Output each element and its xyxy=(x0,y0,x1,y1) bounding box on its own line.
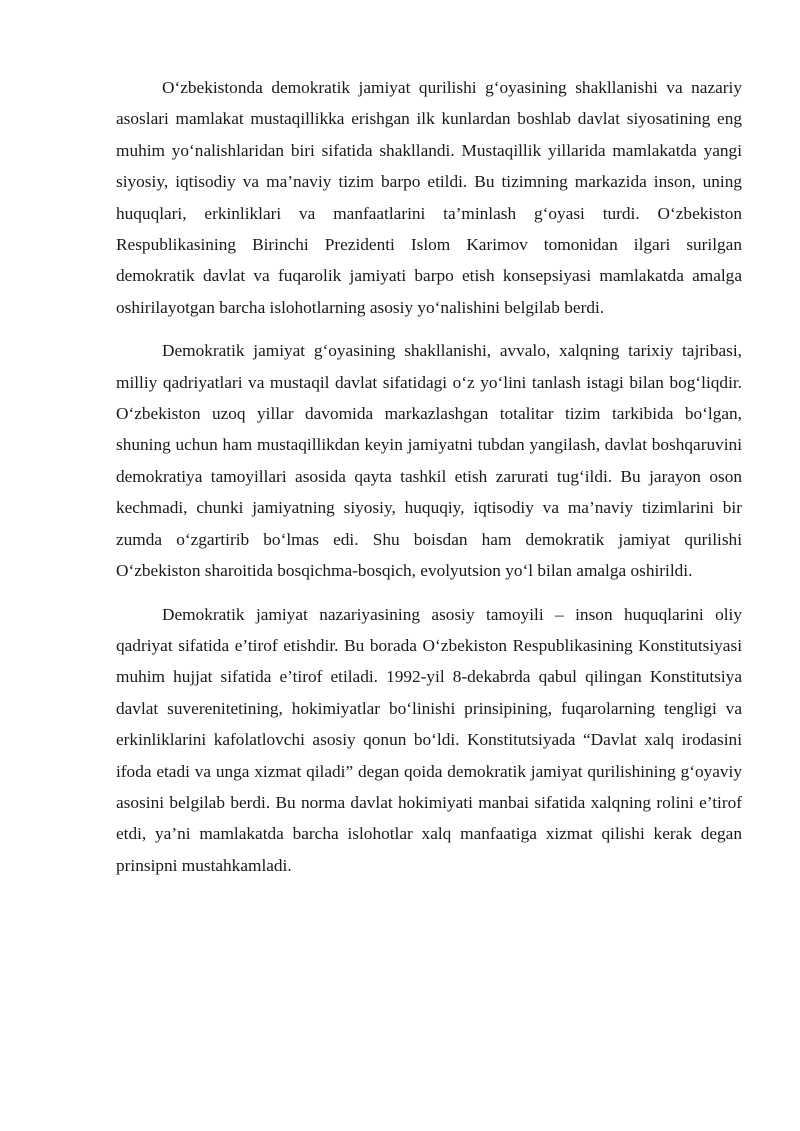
paragraph-2: Demokratik jamiyat g‘oyasining shakllanishi, avvalo, xalqning tarixiy tajribasi, milliy qadriyatlari va mustaqil davlat sifatidagi o‘z yo‘lini tanlash istagi bilan bog‘liqdir. O‘zbekiston uzoq yillar davomida markazlashgan totalitar tizim tarkibida bo‘lgan, shuning uchun ham mustaqillikdan keyin jamiyatni tubdan yangilash, davlat boshqaruvini demokratiya tamoyillari asosida qayta tashkil etish zarurati tug‘ildi. Bu jarayon oson kechmadi, chunki jamiyatning siyosiy, huquqiy, iqtisodiy va ma’naviy tizimlarini bir zumda o‘zgartirib bo‘lmas edi. Shu boisdan ham demokratik jamiyat qurilishi O‘zbekiston sharoitida bosqichma-bosqich, evolyutsion yo‘l bilan amalga oshirildi. xyxy=(116,341,742,581)
document-page xyxy=(116,72,742,893)
paragraph-3: Demokratik jamiyat nazariyasining asosiy tamoyili – inson huquqlarini oliy qadriyat sifatida e’tirof etishdir. Bu borada O‘zbekiston Respublikasining Konstitutsiyasi muhim hujjat sifatida e’tirof etiladi. 1992-yil 8-dekabrda qabul qilingan Konstitutsiya davlat suverenitetining, hokimiyatlar bo‘linishi prinsipining, fuqarolarning tengligi va erkinliklarini kafolatlovchi asosiy qonun bo‘ldi. Konstitutsiyada “Davlat xalq irodasini ifoda etadi va unga xizmat qiladi” degan qoida demokratik jamiyat qurilishining g‘oyaviy asosini belgilab berdi. Bu norma davlat hokimiyati manbai sifatida xalqning rolini e’tirof etdi, ya’ni mamlakatda barcha islohotlar xalq manfaatiga xizmat qilishi kerak degan prinsipni mustahkamladi. xyxy=(116,604,742,875)
paragraph-1: O‘zbekistonda demokratik jamiyat qurilishi g‘oyasining shakllanishi va nazariy asoslari mamlakat mustaqillikka erishgan ilk kunlardan boshlab davlat siyosatining eng muhim yo‘nalishlaridan biri sifatida shakllandi. Mustaqillik yillarida mamlakatda yangi siyosiy, iqtisodiy va ma’naviy tizim barpo etildi. Bu tizimning markazida inson, uning huquqlari, erkinliklari va manfaatlarini ta’minlash g‘oyasi turdi. O‘zbekiston Respublikasining Birinchi Prezidenti Islom Karimov tomonidan ilgari surilgan demokratik davlat va fuqarolik jamiyati barpo etish konsepsiyasi mamlakatda amalga oshirilayotgan barcha islohotlarning asosiy yo‘nalishini belgilab berdi. xyxy=(116,78,742,317)
